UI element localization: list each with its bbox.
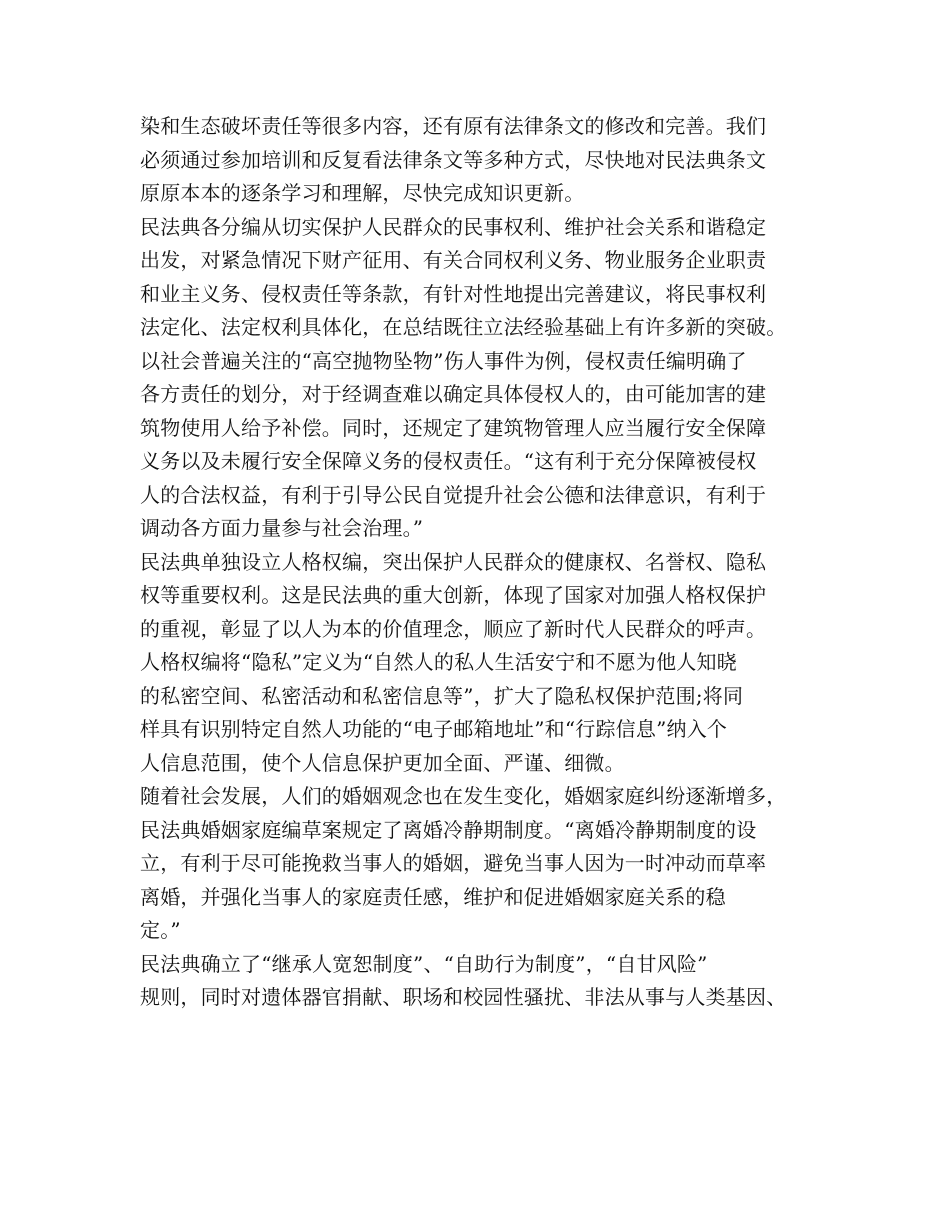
text-line: 离婚，并强化当事人的家庭责任感，维护和促进婚姻家庭关系的稳 bbox=[140, 884, 726, 909]
text-line: 样具有识别特定自然人功能的“电子邮箱地址”和“行踪信息”纳入个 bbox=[140, 717, 728, 741]
text-line: 的私密空间、私密活动和私密信息等”，扩大了隐私权保护范围;将同 bbox=[140, 683, 744, 708]
text-line: 的重视，彰显了以人为本的价值理念，顺应了新时代人民群众的呼声。 bbox=[140, 616, 767, 641]
text-line: 定。” bbox=[140, 918, 181, 942]
text-line: 调动各方面力量参与社会治理。” bbox=[140, 516, 424, 540]
text-line: 权等重要权利。这是民法典的重大创新，体现了国家对加强人格权保护 bbox=[140, 583, 767, 607]
text-line: 民法典婚姻家庭编草案规定了离婚冷静期制度。“离婚冷静期制度的设 bbox=[140, 817, 757, 842]
text-line: 义务以及未履行安全保障义务的侵权责任。“这有利于充分保障被侵权 bbox=[140, 449, 757, 473]
text-line: 必须通过参加培训和反复看法律条文等多种方式，尽快地对民法典条文 bbox=[140, 147, 767, 172]
text-line: 人格权编将“隐私”定义为“自然人的私人生活安宁和不愿为他人知晓 bbox=[140, 650, 737, 674]
text-line: 染和生态破坏责任等很多内容，还有原有法律条文的修改和完善。我们 bbox=[140, 114, 767, 138]
text-line: 人信息范围，使个人信息保护更加全面、严谨、细微。 bbox=[140, 750, 625, 775]
text-line: 和业主义务、侵权责任等条款，有针对性地提出完善建议，将民事权利 bbox=[140, 281, 767, 306]
text-line: 各方责任的划分，对于经调查难以确定具体侵权人的，由可能加害的建 bbox=[140, 382, 767, 406]
text-line: 民法典确立了“继承人宽恕制度”、“自助行为制度”，“自甘风险” bbox=[140, 951, 708, 976]
text-line: 人的合法权益，有利于引导公民自觉提升社会公德和法律意识，有利于 bbox=[140, 482, 767, 507]
text-line: 民法典单独设立人格权编，突出保护人民群众的健康权、名誉权、隐私 bbox=[140, 549, 767, 574]
text-line: 法定化、法定权利具体化，在总结既往立法经验基础上有许多新的突破。 bbox=[140, 315, 787, 339]
text-line: 规则，同时对遗体器官捐献、职场和校园性骚扰、非法从事与人类基因、 bbox=[140, 985, 787, 1009]
text-line: 原原本本的逐条学习和理解，尽快完成知识更新。 bbox=[140, 181, 585, 205]
text-line: 出发，对紧急情况下财产征用、有关合同权利义务、物业服务企业职责 bbox=[140, 248, 767, 272]
text-line: 筑物使用人给予补偿。同时，还规定了建筑物管理人应当履行安全保障 bbox=[140, 415, 767, 440]
text-line: 立，有利于尽可能挽救当事人的婚姻，避免当事人因为一时冲动而草率 bbox=[140, 851, 767, 875]
body-text bbox=[140, 110, 820, 1015]
text-line: 民法典各分编从切实保护人民群众的民事权利、维护社会关系和谐稳定 bbox=[140, 214, 767, 239]
text-line: 以社会普遍关注的“高空抛物坠物”伤人事件为例，侵权责任编明确了 bbox=[140, 348, 747, 373]
text-line: 随着社会发展，人们的婚姻观念也在发生变化，婚姻家庭纠纷逐渐增多， bbox=[140, 784, 787, 808]
